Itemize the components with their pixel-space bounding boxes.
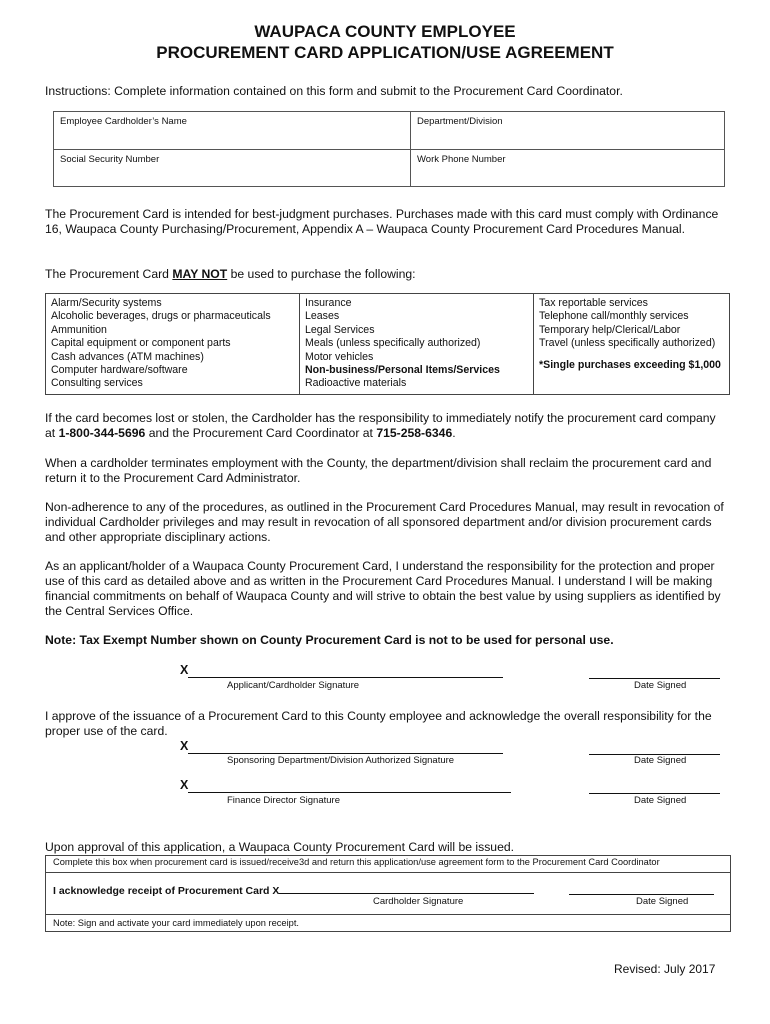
coordinator-phone: 715-258-6346 <box>376 426 453 440</box>
prohibited-items-table <box>45 293 730 395</box>
cardholder-name-label: Employee Cardholder’s Name <box>60 116 187 127</box>
finance-date-caption: Date Signed <box>634 795 687 806</box>
department-label: Department/Division <box>417 116 503 127</box>
finance-signature-line[interactable] <box>180 778 511 793</box>
may-not-emphasis: MAY NOT <box>172 267 228 281</box>
cardholder-signature-underline <box>279 883 534 894</box>
signature-underline <box>188 739 503 754</box>
applicant-date-caption: Date Signed <box>634 680 687 691</box>
issuance-intro: Upon approval of this application, a Waupaca County Procurement Card will be issued. <box>45 840 515 854</box>
list-item: Consulting services <box>51 377 143 390</box>
applicant-date-line[interactable] <box>589 663 720 679</box>
receipt-box-note-row <box>46 914 730 932</box>
lost-card-text-2: and the Procurement Card Coordinator at <box>145 426 377 440</box>
list-item: Telephone call/monthly services <box>539 310 689 323</box>
may-not-after: be used to purchase the following: <box>227 267 416 281</box>
list-item: Capital equipment or component parts <box>51 337 231 350</box>
list-item: Leases <box>305 310 340 323</box>
list-item: Non-business/Personal Items/Services <box>305 364 500 377</box>
lost-card-text-1: If the card becomes lost or stolen, the Cardholder has the responsibility to immediately notify the procurement card company at <box>45 411 716 440</box>
list-item: Insurance <box>305 297 352 309</box>
acknowledge-receipt-line[interactable] <box>53 883 534 897</box>
card-company-phone: 1-800-344-5696 <box>58 426 146 440</box>
list-item: Travel (unless specifically authorized) <box>539 337 716 350</box>
ssn-field[interactable] <box>54 149 411 187</box>
prohibited-col-1 <box>46 294 300 395</box>
intro-paragraph: The Procurement Card is intended for best-judgment purchases. Purchases made with this card must comply with Ordinance 16, Waupaca County Purchasing/Procurement, Appendix A – Waupaca County Procurement Card Procedures Manual. <box>45 207 719 236</box>
list-item: Motor vehicles <box>305 350 374 363</box>
cardholder-name-field[interactable] <box>54 112 411 150</box>
employee-info-table <box>53 111 725 187</box>
signature-underline <box>188 663 503 678</box>
x-mark: X <box>180 663 189 677</box>
prohibited-col-2 <box>300 294 534 395</box>
applicant-statement: As an applicant/holder of a Waupaca County Procurement Card, I understand the responsibility for the protection and proper use of this card as detailed above and as written in the Procurement Card Procedures Manual. I understand I will be making financial commitments on behalf of Waupaca County and will strive to obtain the best value by using suppliers as identified by the Central Services Office. <box>45 559 721 618</box>
ssn-label: Social Security Number <box>60 153 160 165</box>
lost-card-paragraph <box>45 411 725 441</box>
list-item-note: *Single purchases exceeding $1,000 <box>539 358 721 371</box>
list-item: Computer hardware/software <box>51 364 188 377</box>
list-item: Legal Services <box>305 323 375 336</box>
receipt-date-caption: Date Signed <box>636 896 689 907</box>
cardholder-signature-caption: Cardholder Signature <box>373 896 464 907</box>
lost-card-text-3: . <box>452 426 456 440</box>
may-not-heading <box>45 267 725 282</box>
approval-paragraph: I approve of the issuance of a Procurement Card to this County employee and acknowledge the overall responsibility for the proper use of the card. <box>45 709 712 738</box>
list-item: Alarm/Security systems <box>51 297 162 309</box>
receipt-date-line[interactable] <box>569 882 714 895</box>
list-item: Radioactive materials <box>305 377 407 390</box>
instructions: Instructions: Complete information contained on this form and submit to the Procurement Card Coordinator. <box>45 84 623 98</box>
x-mark: X <box>180 778 189 792</box>
form-title-line1: WAUPACA COUNTY EMPLOYEE <box>254 22 516 41</box>
work-phone-label: Work Phone Number <box>417 153 506 165</box>
signature-underline <box>188 778 511 793</box>
applicant-signature-caption: Applicant/Cardholder Signature <box>227 680 360 691</box>
list-item: Alcoholic beverages, drugs or pharmaceuticals <box>51 310 271 323</box>
list-item: Ammunition <box>51 323 107 336</box>
tax-exempt-note: Note: Tax Exempt Number shown on County Procurement Card is not to be used for personal use. <box>45 633 614 647</box>
acknowledge-text: I acknowledge receipt of Procurement Card X <box>53 885 280 897</box>
sponsor-signature-line[interactable] <box>180 739 503 754</box>
work-phone-field[interactable] <box>411 149 725 187</box>
receipt-box-header: Complete this box when procurement card is issued/receive3d and return this application/use agreement form to the Procurement Card Coordinator <box>53 857 660 867</box>
prohibited-col-3 <box>534 294 730 395</box>
list-item: Meals (unless specifically authorized) <box>305 337 481 350</box>
finance-signature-caption: Finance Director Signature <box>227 795 340 806</box>
may-not-before: The Procurement Card <box>45 267 173 281</box>
termination-paragraph: When a cardholder terminates employment with the County, the department/division shall reclaim the procurement card and return it to the Procurement Card Administrator. <box>45 456 712 485</box>
x-mark: X <box>180 739 189 753</box>
sponsor-date-caption: Date Signed <box>634 755 687 766</box>
list-item: Tax reportable services <box>539 297 648 309</box>
form-title-line2: PROCUREMENT CARD APPLICATION/USE AGREEMENT <box>156 43 614 62</box>
list-item: Temporary help/Clerical/Labor <box>539 323 681 336</box>
sponsor-date-line[interactable] <box>589 739 720 755</box>
list-item: Cash advances (ATM machines) <box>51 350 204 363</box>
sponsor-signature-caption: Sponsoring Department/Division Authorized Signature <box>227 755 455 766</box>
department-field[interactable] <box>411 112 725 150</box>
receipt-box-header-row <box>46 856 730 873</box>
non-adherence-paragraph: Non-adherence to any of the procedures, as outlined in the Procurement Card Procedures Manual, may result in revocation of individual Cardholder privileges and may result in revocation of all sponsored department and/or division procurement cards and other appropriate disciplinary actions. <box>45 500 724 544</box>
finance-date-line[interactable] <box>589 778 720 794</box>
revised-date: Revised: July 2017 <box>614 962 716 976</box>
receipt-box <box>45 855 731 932</box>
applicant-signature-line[interactable] <box>180 663 503 678</box>
activation-note: Note: Sign and activate your card immediately upon receipt. <box>53 918 299 928</box>
